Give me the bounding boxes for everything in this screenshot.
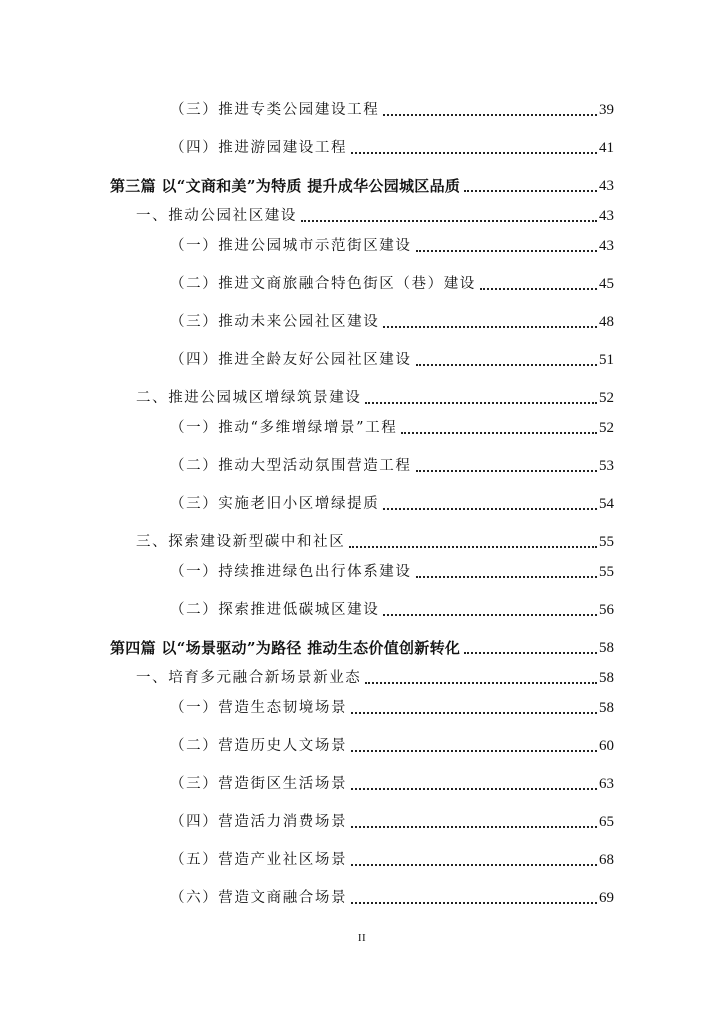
toc-entry[interactable] (170, 557, 614, 581)
dot-leader (351, 740, 597, 752)
toc-entry-title: （二）探索推进低碳城区建设 (170, 602, 380, 618)
toc-entry[interactable] (170, 307, 614, 331)
dot-leader (383, 104, 597, 116)
toc-entry-page: 45 (599, 276, 614, 292)
toc-entry-page: 55 (599, 564, 614, 580)
dot-leader (416, 460, 598, 472)
dot-leader (365, 392, 597, 404)
dot-leader (351, 702, 597, 714)
dot-leader (351, 142, 597, 154)
toc-entry-title: （五）营造产业社区场景 (170, 852, 348, 868)
dot-leader (365, 672, 597, 684)
toc-chapter-heading[interactable] (136, 201, 614, 225)
toc-entry[interactable] (170, 269, 614, 293)
dot-leader (383, 604, 597, 616)
toc-entry-title: 一、推动公园社区建设 (136, 208, 297, 224)
dot-leader (349, 536, 597, 548)
toc-chapter-heading[interactable] (136, 527, 614, 551)
toc-entry[interactable] (170, 451, 614, 475)
toc-entry-page: 52 (599, 390, 614, 406)
toc-entry[interactable] (170, 845, 614, 869)
toc-entry[interactable] (170, 731, 614, 755)
toc-entry-title: （一）营造生态韧境场景 (170, 700, 348, 716)
toc-entry[interactable] (170, 95, 614, 119)
toc-entry[interactable] (170, 807, 614, 831)
toc-entry-page: 65 (599, 814, 614, 830)
toc-entry-page: 52 (599, 420, 614, 436)
toc-entry-page: 54 (599, 496, 614, 512)
toc-entry-page: 60 (599, 738, 614, 754)
toc-entry[interactable] (170, 595, 614, 619)
toc-entry-title: 二、推进公园城区增绿筑景建设 (136, 390, 362, 406)
toc-entry-page: 56 (599, 602, 614, 618)
dot-leader (464, 180, 597, 192)
toc-entry-title: （三）推进专类公园建设工程 (170, 102, 380, 118)
toc-entry-page: 41 (599, 140, 614, 156)
dot-leader (301, 210, 597, 222)
toc-entry-title: （四）推进游园建设工程 (170, 140, 348, 156)
toc-entry-page: 39 (599, 102, 614, 118)
toc-entry-title: （六）营造文商融合场景 (170, 890, 348, 906)
toc-entry-page: 58 (599, 640, 614, 656)
toc-entry-title: 一、培育多元融合新场景新业态 (136, 670, 362, 686)
dot-leader (351, 854, 597, 866)
toc-entry-title: （三）推动未来公园社区建设 (170, 314, 380, 330)
page-number-footer: II (357, 932, 367, 944)
toc-entry[interactable] (170, 489, 614, 513)
dot-leader (416, 240, 598, 252)
toc-entry-title: （二）推动大型活动氛围营造工程 (170, 458, 412, 474)
toc-entry-page: 43 (599, 208, 614, 224)
toc-chapter-heading[interactable] (136, 383, 614, 407)
toc-entry-title: （一）推进公园城市示范街区建设 (170, 238, 412, 254)
toc-entry-page: 51 (599, 352, 614, 368)
toc-entry-page: 69 (599, 890, 614, 906)
dot-leader (416, 354, 598, 366)
toc-part-heading[interactable] (110, 633, 614, 657)
toc-entry-page: 68 (599, 852, 614, 868)
toc-entry[interactable] (170, 133, 614, 157)
toc-chapter-heading[interactable] (136, 663, 614, 687)
toc-entry[interactable] (170, 345, 614, 369)
toc-entry[interactable] (170, 883, 614, 907)
toc-entry-title: （四）营造活力消费场景 (170, 814, 348, 830)
toc-entry[interactable] (170, 693, 614, 717)
toc-entry-title: 第三篇 以“文商和美”为特质 提升成华公园城区品质 (110, 177, 461, 195)
toc-entry-page: 58 (599, 670, 614, 686)
dot-leader (351, 892, 597, 904)
toc-part-heading[interactable] (110, 171, 614, 195)
dot-leader (383, 498, 597, 510)
toc-entry[interactable] (170, 231, 614, 255)
toc-entry-title: （二）营造历史人文场景 (170, 738, 348, 754)
dot-leader (416, 566, 598, 578)
toc-entry-page: 48 (599, 314, 614, 330)
dot-leader (383, 316, 597, 328)
dot-leader (464, 642, 597, 654)
toc-entry[interactable] (170, 769, 614, 793)
dot-leader (480, 278, 597, 290)
toc-entry-page: 63 (599, 776, 614, 792)
toc-entry-title: （三）实施老旧小区增绿提质 (170, 496, 380, 512)
toc-entry[interactable] (170, 413, 614, 437)
toc-entry-title: （二）推进文商旅融合特色街区（巷）建设 (170, 276, 476, 292)
toc-entry-title: 第四篇 以“场景驱动”为路径 推动生态价值创新转化 (110, 639, 461, 657)
toc-entry-page: 58 (599, 700, 614, 716)
toc-entry-title: （三）营造街区生活场景 (170, 776, 348, 792)
toc-entry-page: 43 (599, 238, 614, 254)
toc-entry-page: 43 (599, 178, 614, 194)
toc-entry-title: （一）推动“多维增绿增景”工程 (170, 420, 398, 436)
dot-leader (351, 816, 597, 828)
toc-entry-title: （一）持续推进绿色出行体系建设 (170, 564, 412, 580)
dot-leader (401, 422, 597, 434)
toc-entry-page: 55 (599, 534, 614, 550)
toc-entry-title: （四）推进全龄友好公园社区建设 (170, 352, 412, 368)
toc-entry-title: 三、探索建设新型碳中和社区 (136, 534, 346, 550)
toc-entry-page: 53 (599, 458, 614, 474)
dot-leader (351, 778, 597, 790)
